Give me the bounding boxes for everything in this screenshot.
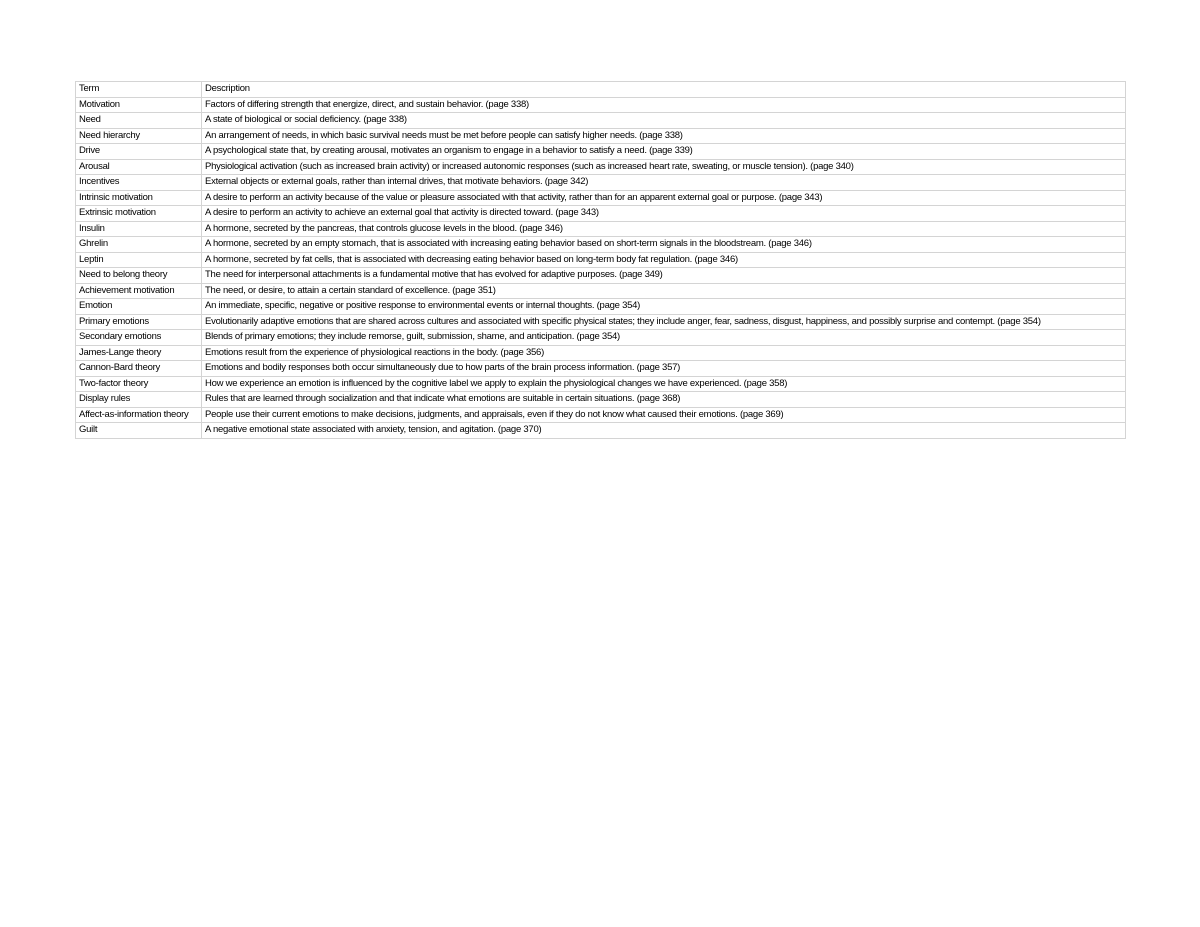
term-cell: Emotion <box>76 299 202 315</box>
term-cell: Arousal <box>76 159 202 175</box>
table-row <box>76 190 1126 206</box>
description-cell: Emotions result from the experience of physiological reactions in the body. (page 356) <box>202 345 1126 361</box>
term-cell: Incentives <box>76 175 202 191</box>
description-cell: A hormone, secreted by fat cells, that is associated with decreasing eating behavior based on long-term body fat regulation. (page 346) <box>202 252 1126 268</box>
description-cell: A hormone, secreted by the pancreas, that controls glucose levels in the blood. (page 346) <box>202 221 1126 237</box>
table-row <box>76 237 1126 253</box>
description-cell: How we experience an emotion is influenced by the cognitive label we apply to explain the physiological changes we have experienced. (page 358) <box>202 376 1126 392</box>
table-row <box>76 299 1126 315</box>
table-row <box>76 283 1126 299</box>
term-cell: Two-factor theory <box>76 376 202 392</box>
description-cell: A negative emotional state associated with anxiety, tension, and agitation. (page 370) <box>202 423 1126 439</box>
table-row <box>76 314 1126 330</box>
table-row <box>76 113 1126 129</box>
header-term: Term <box>76 82 202 98</box>
description-cell: External objects or external goals, rather than internal drives, that motivate behaviors. (page 342) <box>202 175 1126 191</box>
term-cell: Extrinsic motivation <box>76 206 202 222</box>
term-cell: Cannon-Bard theory <box>76 361 202 377</box>
description-cell: A desire to perform an activity because of the value or pleasure associated with that activity, rather than for an apparent external goal or purpose. (page 343) <box>202 190 1126 206</box>
glossary-table <box>75 81 1126 439</box>
description-cell: A psychological state that, by creating arousal, motivates an organism to engage in a behavior to satisfy a need. (page 339) <box>202 144 1126 160</box>
term-cell: Primary emotions <box>76 314 202 330</box>
description-cell: Factors of differing strength that energize, direct, and sustain behavior. (page 338) <box>202 97 1126 113</box>
table-row <box>76 345 1126 361</box>
table-row <box>76 423 1126 439</box>
term-cell: Leptin <box>76 252 202 268</box>
header-description: Description <box>202 82 1126 98</box>
description-cell: Blends of primary emotions; they include remorse, guilt, submission, shame, and anticipation. (page 354) <box>202 330 1126 346</box>
table-row <box>76 128 1126 144</box>
table-row <box>76 144 1126 160</box>
table-row <box>76 407 1126 423</box>
term-cell: Achievement motivation <box>76 283 202 299</box>
description-cell: The need for interpersonal attachments is a fundamental motive that has evolved for adaptive purposes. (page 349) <box>202 268 1126 284</box>
description-cell: A desire to perform an activity to achieve an external goal that activity is directed toward. (page 343) <box>202 206 1126 222</box>
description-cell: Evolutionarily adaptive emotions that are shared across cultures and associated with specific physical states; they include anger, fear, sadness, disgust, happiness, and possibly surprise and contempt. (page 354) <box>202 314 1126 330</box>
description-cell: Physiological activation (such as increased brain activity) or increased autonomic responses (such as increased heart rate, sweating, or muscle tension). (page 340) <box>202 159 1126 175</box>
table-row <box>76 221 1126 237</box>
description-cell: Emotions and bodily responses both occur simultaneously due to how parts of the brain process information. (page 357) <box>202 361 1126 377</box>
term-cell: Need to belong theory <box>76 268 202 284</box>
term-cell: Motivation <box>76 97 202 113</box>
description-cell: People use their current emotions to make decisions, judgments, and appraisals, even if they do not know what caused their emotions. (page 369) <box>202 407 1126 423</box>
description-cell: The need, or desire, to attain a certain standard of excellence. (page 351) <box>202 283 1126 299</box>
glossary-sheet <box>75 81 1125 439</box>
term-cell: Secondary emotions <box>76 330 202 346</box>
term-cell: Display rules <box>76 392 202 408</box>
table-row <box>76 376 1126 392</box>
term-cell: Ghrelin <box>76 237 202 253</box>
term-cell: Affect-as-information theory <box>76 407 202 423</box>
table-row <box>76 268 1126 284</box>
table-row <box>76 159 1126 175</box>
table-row <box>76 206 1126 222</box>
description-cell: An immediate, specific, negative or positive response to environmental events or internal thoughts. (page 354) <box>202 299 1126 315</box>
table-row <box>76 392 1126 408</box>
table-row <box>76 361 1126 377</box>
term-cell: Guilt <box>76 423 202 439</box>
table-row <box>76 252 1126 268</box>
term-cell: Insulin <box>76 221 202 237</box>
table-row <box>76 330 1126 346</box>
description-cell: A state of biological or social deficiency. (page 338) <box>202 113 1126 129</box>
term-cell: Intrinsic motivation <box>76 190 202 206</box>
term-cell: Need <box>76 113 202 129</box>
table-row <box>76 97 1126 113</box>
term-cell: Drive <box>76 144 202 160</box>
term-cell: Need hierarchy <box>76 128 202 144</box>
description-cell: Rules that are learned through socialization and that indicate what emotions are suitable in certain situations. (page 368) <box>202 392 1126 408</box>
description-cell: An arrangement of needs, in which basic survival needs must be met before people can satisfy higher needs. (page 338) <box>202 128 1126 144</box>
table-row <box>76 175 1126 191</box>
description-cell: A hormone, secreted by an empty stomach, that is associated with increasing eating behavior based on short-term signals in the bloodstream. (page 346) <box>202 237 1126 253</box>
header-row <box>76 82 1126 98</box>
term-cell: James-Lange theory <box>76 345 202 361</box>
